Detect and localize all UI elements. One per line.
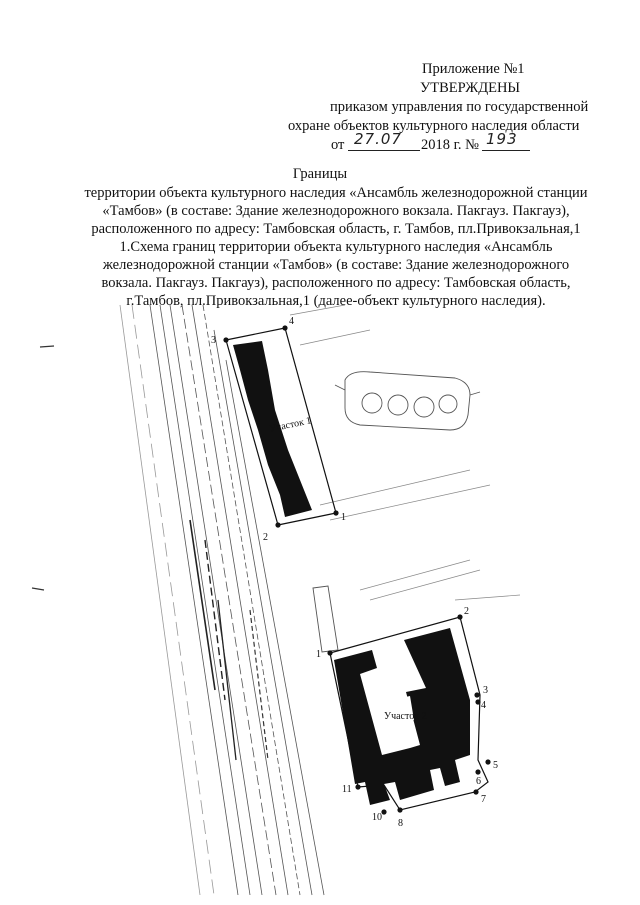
description-line-1: территории объекта культурного наследия «Ансамбль железнодорожной станции	[84, 185, 588, 201]
date-prefix: от	[331, 137, 345, 153]
plot-1-point-label: 3	[211, 335, 216, 346]
plot-2-point-label: 4	[481, 700, 486, 711]
number-underline	[482, 150, 530, 151]
plot-2-point-label: 10	[372, 812, 382, 823]
small-building-outline	[313, 586, 338, 652]
document-title: Границы	[292, 166, 348, 182]
order-line-2: охране объектов культурного наследия области	[288, 118, 580, 134]
plot-2-point-label: 6	[476, 776, 481, 787]
roads-background	[290, 305, 520, 600]
plot-2	[316, 606, 498, 829]
description-line-2: «Тамбов» (в составе: Здание железнодорожного вокзала. Пакгауз. Пакгауз),	[102, 203, 570, 219]
plot-2-point-label: 8	[398, 818, 403, 829]
plot-2-label: Участок 2	[384, 711, 427, 722]
boundary-scheme-map	[0, 300, 640, 900]
description-line-6: вокзала. Пакгауз. Пакгауз), расположенного по адресу: Тамбовская область,	[101, 275, 571, 291]
roundabout-structure	[335, 372, 480, 430]
description-line-3: расположенного по адресу: Тамбовская область, г. Тамбов, пл.Привокзальная,1	[91, 221, 581, 237]
plot-2-point-label: 5	[493, 760, 498, 771]
plot-2-point-label: 1	[316, 649, 321, 660]
plot-2-point-label: 7	[481, 794, 486, 805]
railway-tracks	[120, 305, 324, 895]
approved-label: УТВЕРЖДЕНЫ	[420, 80, 521, 96]
order-line-1: приказом управления по государственной	[330, 99, 589, 115]
plot-1-point-label: 1	[341, 512, 346, 523]
date-handwritten: 27.07	[354, 130, 402, 148]
plot-1-label: Участок 1	[268, 415, 313, 435]
date-underline	[348, 150, 420, 151]
plot-1-point-label: 2	[263, 532, 268, 543]
plot-2-point-label: 2	[464, 606, 469, 617]
description-line-4: 1.Схема границ территории объекта культурного наследия «Ансамбль	[119, 239, 553, 255]
description-line-5: железнодорожной станции «Тамбов» (в составе: Здание железнодорожного	[102, 257, 570, 273]
number-handwritten: 193	[486, 130, 518, 148]
plot-2-point-label: 3	[483, 685, 488, 696]
description-line-7: г.Тамбов, пл.Привокзальная,1 (далее-объект культурного наследия).	[126, 293, 546, 309]
appendix-label: Приложение №1	[422, 61, 525, 77]
year-number-text: 2018 г. №	[421, 137, 480, 153]
plot-2-point-label: 11	[342, 784, 352, 795]
margin-marks	[32, 346, 54, 590]
plot-1-point-label: 4	[289, 316, 294, 327]
